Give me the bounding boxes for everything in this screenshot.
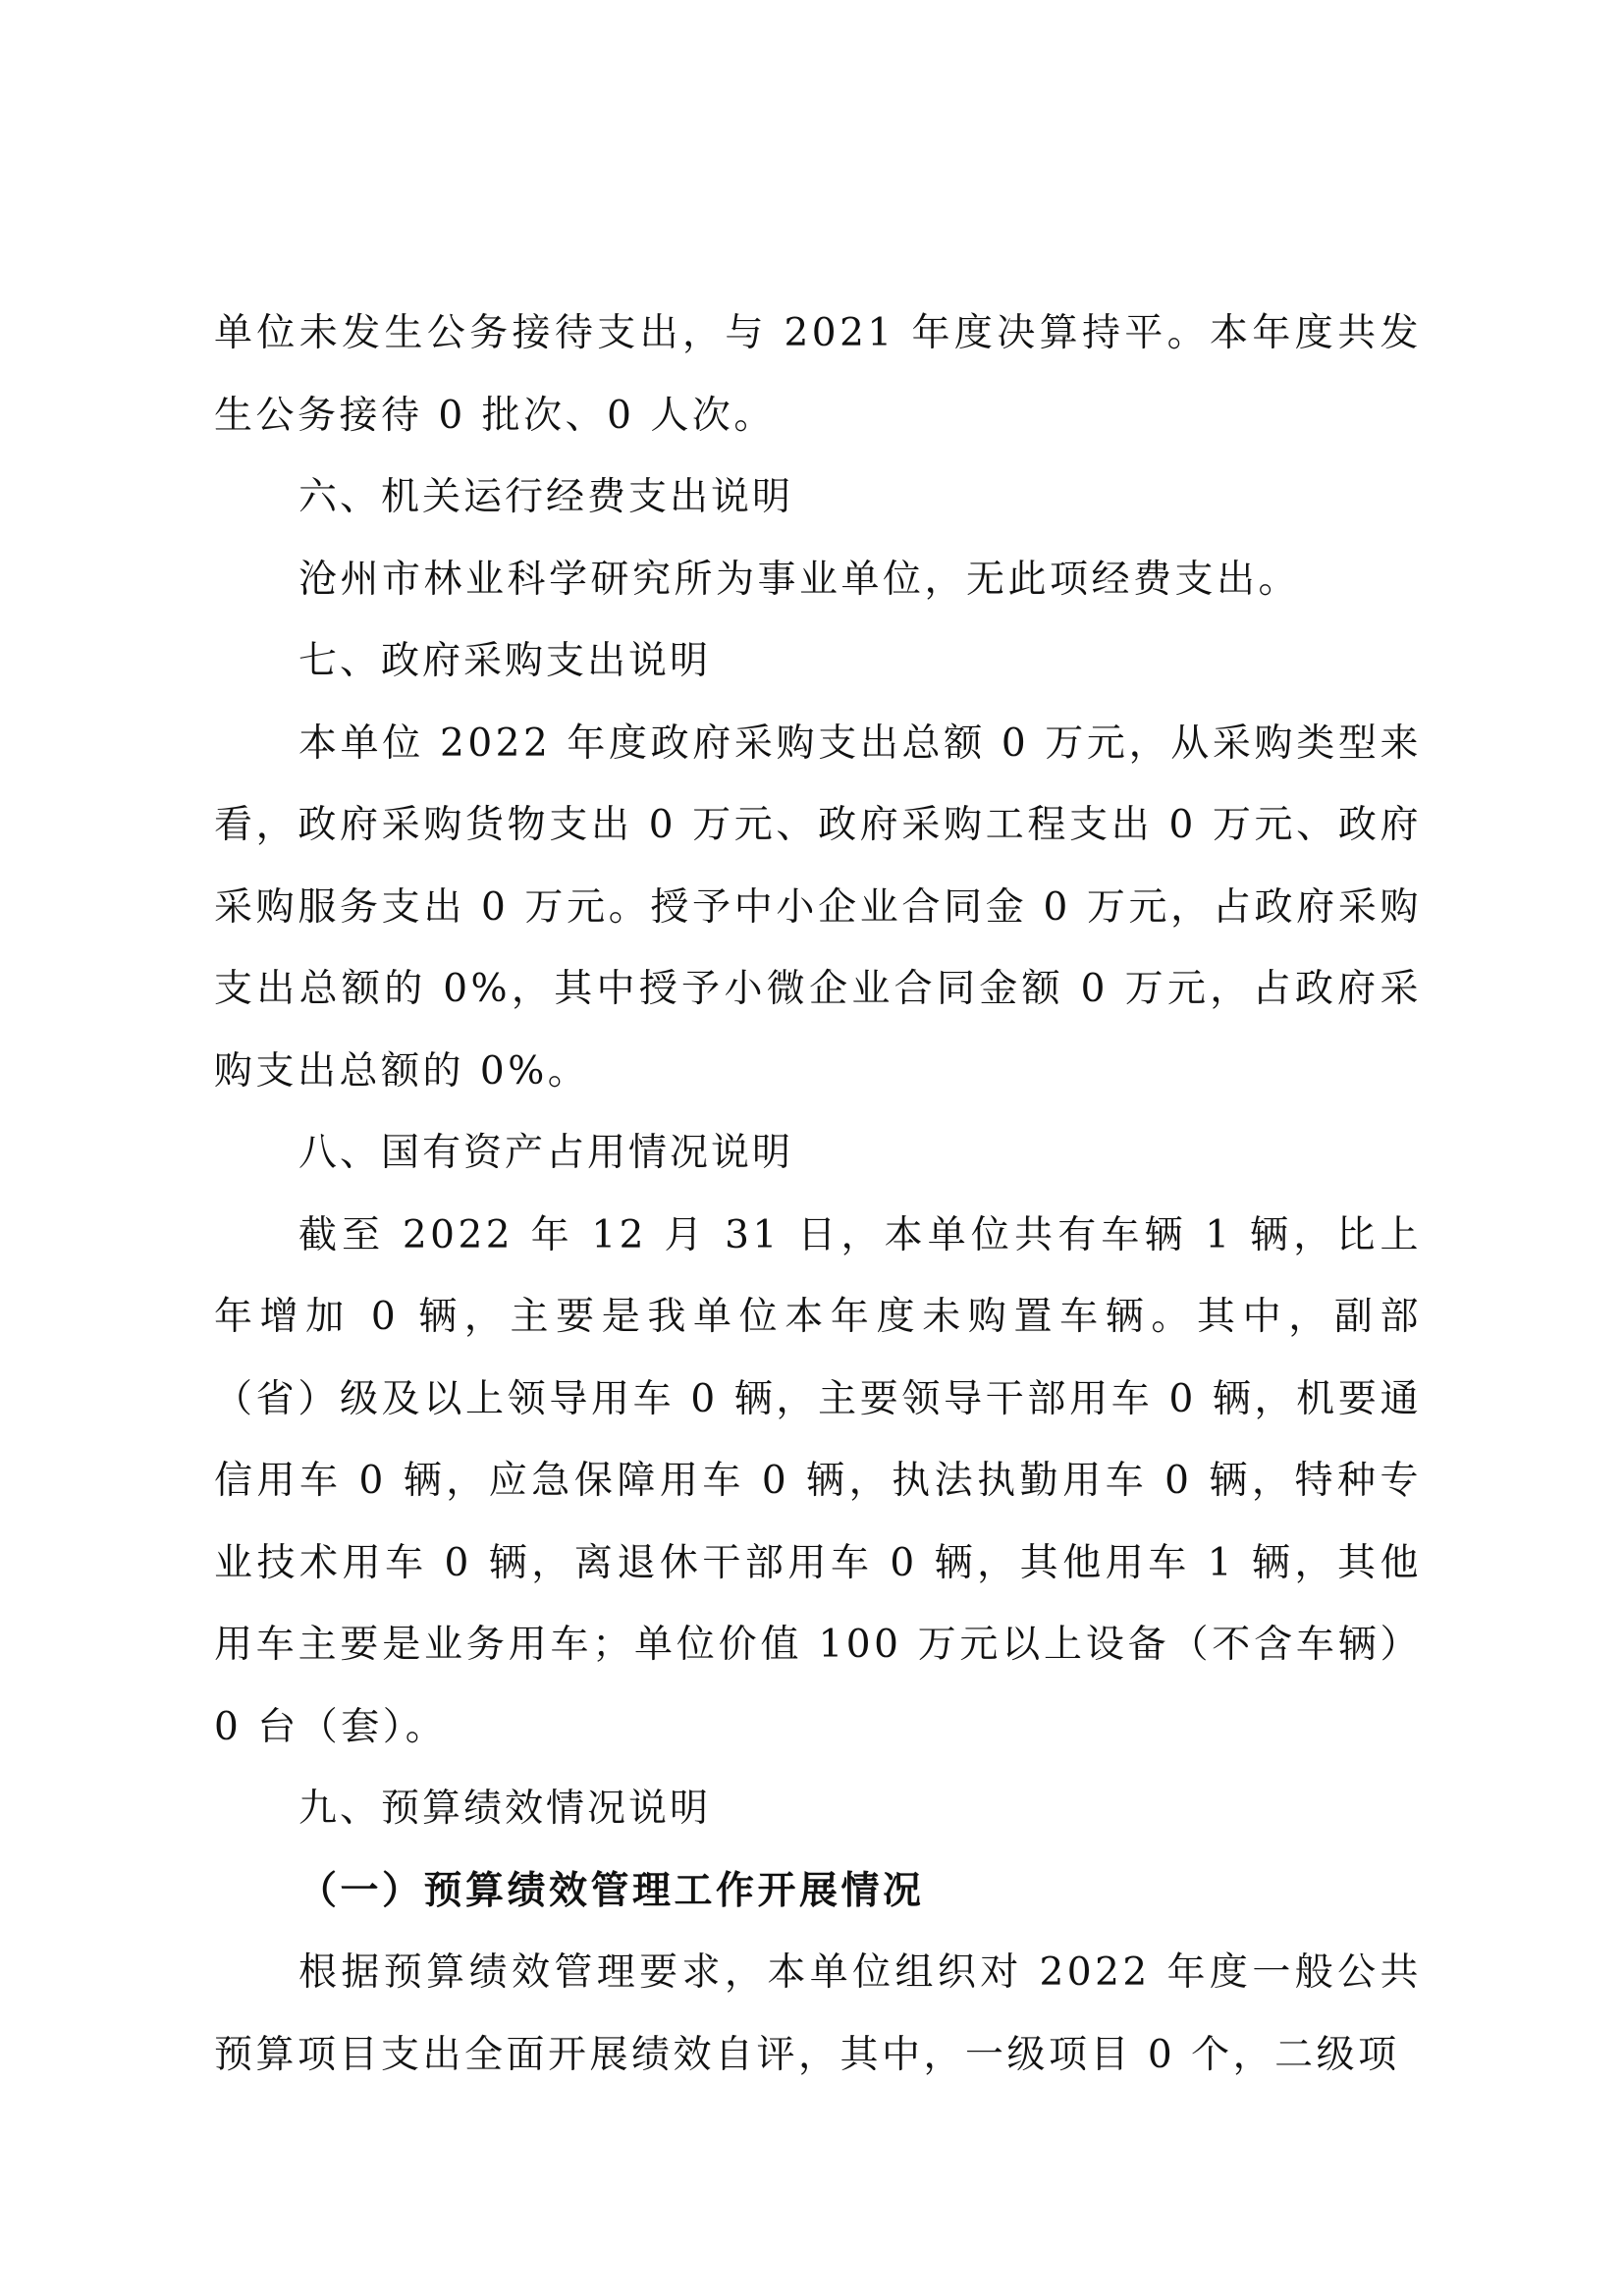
paragraph-performance-evaluation: 根据预算绩效管理要求，本单位组织对 2022 年度一般公共预算项目支出全面开展绩效自评，其中，一级项目 0 个，二级项 bbox=[214, 1950, 1422, 2077]
subheading-performance-management: （一）预算绩效管理工作开展情况 bbox=[298, 1867, 925, 1913]
heading-section-6: 六、机关运行经费支出说明 bbox=[298, 475, 794, 519]
document-body bbox=[214, 293, 1422, 2096]
paragraph-operating-expense: 沧州市林业科学研究所为事业单位，无此项经费支出。 bbox=[298, 557, 1301, 602]
heading-section-8: 八、国有资产占用情况说明 bbox=[298, 1131, 794, 1175]
paragraph-reception-expense: 单位未发生公务接待支出，与 2021 年度决算持平。本年度共发生公务接待 0 批次、0 人次。 bbox=[214, 311, 1422, 438]
heading-section-9: 九、预算绩效情况说明 bbox=[298, 1787, 712, 1831]
paragraph-state-assets: 截至 2022 年 12 月 31 日，本单位共有车辆 1 辆，比上年增加 0 辆，主要是我单位本年度未购置车辆。其中，副部（省）级及以上领导用车 0 辆，主要领导干部用车 0 辆，机要通信用车 0 辆，应急保障用车 0 辆，执法执勤用车 0 辆，特种专业技术用车 0 辆，离退休干部用车 0 辆，其他用车 1 辆，其他用车主要是业务用车；单位价值 100 万元以上设备（不含车辆）0 台（套）。 bbox=[214, 1212, 1422, 1749]
heading-section-7: 七、政府采购支出说明 bbox=[298, 639, 712, 683]
paragraph-procurement: 本单位 2022 年度政府采购支出总额 0 万元，从采购类型来看，政府采购货物支出 0 万元、政府采购工程支出 0 万元、政府采购服务支出 0 万元。授予中小企业合同金 0 万元，占政府采购支出总额的 0%，其中授予小微企业合同金额 0 万元，占政府采购支出总额的 0%。 bbox=[214, 721, 1422, 1094]
